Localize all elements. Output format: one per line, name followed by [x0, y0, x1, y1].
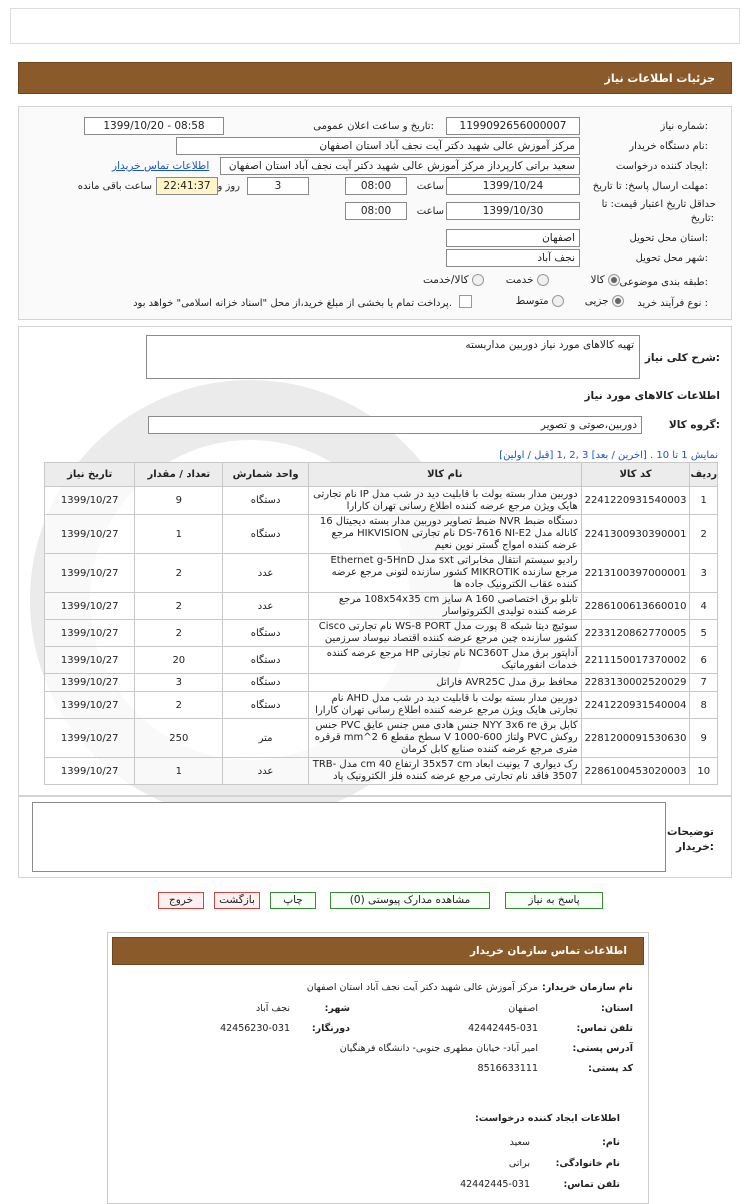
row-qty-cell: 2 [135, 554, 223, 593]
row-index-cell: 8 [690, 692, 718, 719]
buyer-notes-field[interactable] [32, 802, 666, 872]
row-name-cell: سوئیچ دیتا شبکه 8 پورت مدل WS-8 PORT نام تجارتی Cisco کشور سازنده چین مرجع عرضه کننده اقتصاد نیوساد سرزمین [308, 620, 581, 647]
exit-button[interactable]: خروج [158, 892, 204, 909]
row-code-cell: 2241220931540004 [581, 692, 690, 719]
row-unit-cell: عدد [223, 554, 309, 593]
contact-postal-value: 8516633111 [477, 1063, 538, 1074]
col-date: تاریخ نیاز [45, 463, 135, 487]
row-unit-cell: متر [223, 719, 309, 758]
row-qty-cell: 9 [135, 487, 223, 515]
category-both-radio[interactable] [472, 274, 484, 286]
top-bar-field[interactable] [10, 8, 740, 44]
creator-name-label: نام: [602, 1137, 620, 1148]
row-code-cell: 2233120862770005 [581, 620, 690, 647]
row-index-cell: 4 [690, 593, 718, 620]
row-code-cell: 2213100397000001 [581, 554, 690, 593]
row-unit-cell: عدد [223, 593, 309, 620]
row-unit-cell: دستگاه [223, 674, 309, 692]
row-unit-cell: دستگاه [223, 692, 309, 719]
row-code-cell: 2241300930390001 [581, 515, 690, 554]
days-field[interactable]: 3 [247, 177, 309, 195]
row-qty-cell: 2 [135, 593, 223, 620]
deadline-time-label: ساعت [416, 181, 444, 192]
contact-fax-label: دورنگار: [311, 1023, 350, 1034]
contact-province-label: استان: [601, 1003, 633, 1014]
attachments-button[interactable]: مشاهده مدارک پیوستی (0) [330, 892, 490, 909]
city-field[interactable]: نجف آباد [446, 249, 580, 267]
need-number-field[interactable]: 1199092656000007 [446, 117, 580, 135]
col-qty: تعداد / مقدار [135, 463, 223, 487]
need-number-label: شماره نیاز: [660, 121, 708, 132]
process-option-minor[interactable] [568, 295, 624, 307]
goods-table-header [45, 463, 718, 487]
process-medium-radio[interactable] [552, 295, 564, 307]
category-label: طبقه بندی موضوعی: [619, 277, 708, 288]
summary-field[interactable]: تهیه کالاهای مورد نیاز دوربین مداربسته [146, 335, 640, 379]
remaining-time-field: 22:41:37 [156, 177, 218, 195]
row-name-cell: تابلو برق اختصاصی A 160 سایز 108x54x35 cm مرجع عرضه کننده تولیدی الکتروتواسار [308, 593, 581, 620]
buyer-contact-link[interactable]: اطلاعات تماس خریدار [112, 160, 210, 172]
min-price-time-field[interactable]: 08:00 [345, 202, 407, 220]
row-unit-cell: دستگاه [223, 515, 309, 554]
row-unit-cell: عدد [223, 758, 309, 785]
row-index-cell: 1 [690, 487, 718, 515]
row-date-cell: 1399/10/27 [45, 758, 135, 785]
creator-info-title: اطلاعات ایجاد کننده درخواست: [474, 1113, 620, 1124]
category-option-goods[interactable] [560, 274, 620, 286]
min-price-label-2: تاریخ: [690, 213, 714, 224]
goods-group-field[interactable]: دوربین،صوتی و تصویر [148, 416, 642, 434]
row-code-cell: 2281200091530630 [581, 719, 690, 758]
contact-card-header [112, 937, 644, 965]
category-goods-radio[interactable] [608, 274, 620, 286]
creator-family-value: براتی [508, 1158, 530, 1169]
row-qty-cell: 3 [135, 674, 223, 692]
creator-name-value: سعید [509, 1137, 530, 1148]
col-index: ردیف [690, 463, 718, 487]
row-qty-cell: 20 [135, 647, 223, 674]
process-minor-radio[interactable] [612, 295, 624, 307]
buyer-label: نام دستگاه خریدار: [629, 141, 708, 152]
col-unit: واحد شمارش [223, 463, 309, 487]
deadline-label: مهلت ارسال پاسخ: تا تاریخ: [592, 181, 708, 192]
page-header [18, 62, 732, 94]
row-qty-cell: 2 [135, 620, 223, 647]
col-name: نام کالا [308, 463, 581, 487]
contact-fax-value: 42456230-031 [220, 1023, 290, 1034]
summary-label: شرح کلی نیاز: [644, 352, 720, 364]
table-row [45, 593, 718, 620]
contact-city-label: شهر: [324, 1003, 350, 1014]
process-label: نوع فرآیند خرید : [637, 298, 708, 309]
reply-button[interactable]: پاسخ به نیاز [505, 892, 603, 909]
row-date-cell: 1399/10/27 [45, 647, 135, 674]
creator-label: ایجاد کننده درخواست: [615, 161, 708, 172]
col-code: کد کالا [581, 463, 690, 487]
days-label: روز و [217, 181, 240, 192]
city-label: شهر محل تحویل: [635, 253, 708, 264]
category-service-label: خدمت [505, 274, 534, 286]
row-unit-cell: دستگاه [223, 487, 309, 515]
contact-org-label: نام سازمان خریدار: [542, 982, 633, 993]
process-medium-label: متوسط [515, 295, 549, 307]
contact-city-value: نجف آباد [255, 1003, 290, 1014]
row-code-cell: 2241220931540003 [581, 487, 690, 515]
contact-province-value: اصفهان [508, 1003, 538, 1014]
category-option-service[interactable] [485, 274, 549, 286]
table-row [45, 758, 718, 785]
announce-field[interactable]: 1399/10/20 - 08:58 [84, 117, 224, 135]
remaining-label: ساعت باقی مانده [77, 181, 152, 192]
row-name-cell: دوربین مدار بسته بولت با قابلیت دید در شب مدل AHD نام تجارتی هایک ویژن مرجع عرضه کننده اطلاع رسانی تهران کارارا [308, 692, 581, 719]
row-unit-cell: دستگاه [223, 647, 309, 674]
table-row [45, 620, 718, 647]
buyer-notes-label-1: توضیحات [666, 826, 714, 838]
row-index-cell: 5 [690, 620, 718, 647]
page-title: جزئیات اطلاعات نیاز [604, 72, 715, 85]
creator-phone-label: تلفن تماس: [563, 1179, 620, 1190]
row-code-cell: 2283130002520029 [581, 674, 690, 692]
row-qty-cell: 1 [135, 758, 223, 785]
table-row [45, 647, 718, 674]
table-row [45, 692, 718, 719]
buyer-notes-label-2: خریدار: [676, 841, 714, 853]
creator-phone-value: 42442445-031 [460, 1179, 530, 1190]
category-option-both[interactable] [396, 274, 484, 286]
treasury-payment-note: پرداخت تمام یا بخشی از مبلغ خرید،از محل "اسناد خزانه اسلامی" خواهد بود. [133, 298, 452, 309]
row-name-cell: کابل برق NYY 3x6 re جنس هادی مس جنس عایق PVC جنس روکش PVC ولتاژ 600-1000 V سطح مقطع 6 mm^2 قرقره متری مرجع عرضه کننده صنایع کابل کرمان [308, 719, 581, 758]
row-code-cell: 2211150017370002 [581, 647, 690, 674]
row-name-cell: دستگاه ضبط NVR ضبط تصاویر دوربین مدار بسته دیجیتال 16 کاناله مدل DS-7616 NI-E2 نام تجارتی HIKVISION مرجع عرضه کننده امواج گستر نوین نعیم [308, 515, 581, 554]
treasury-payment-checkbox[interactable] [459, 295, 472, 308]
row-index-cell: 6 [690, 647, 718, 674]
row-date-cell: 1399/10/27 [45, 515, 135, 554]
row-name-cell: رک دیواری 7 یونیت ابعاد 35x57 cm ارتفاع 40 cm مدل TRB-3507 فاقد نام تجارتی مرجع عرضه کننده فلز الکترونیک پاد [308, 758, 581, 785]
row-date-cell: 1399/10/27 [45, 692, 135, 719]
row-qty-cell: 250 [135, 719, 223, 758]
row-qty-cell: 1 [135, 515, 223, 554]
contact-phone-label: تلفن تماس: [576, 1023, 633, 1034]
back-button[interactable]: بازگشت [214, 892, 260, 909]
row-date-cell: 1399/10/27 [45, 719, 135, 758]
contact-card-title: اطلاعات تماس سازمان خریدار [470, 945, 627, 957]
row-name-cell: آداپتور برق مدل NC360T نام تجارتی HP مرجع عرضه کننده خدمات انفورماتیک [308, 647, 581, 674]
row-date-cell: 1399/10/27 [45, 620, 135, 647]
row-name-cell: دوربین مدار بسته بولت با قابلیت دید در شب مدل IP نام تجارتی هایک ویژن مرجع عرضه کننده اطلاع رسانی تهران کارارا [308, 487, 581, 515]
row-code-cell: 2286100613660010 [581, 593, 690, 620]
contact-address-value: امیر آباد- خیابان مطهری جنوبی- دانشگاه فرهنگیان [339, 1043, 538, 1054]
row-date-cell: 1399/10/27 [45, 593, 135, 620]
category-both-label: کالا/خدمت [422, 274, 469, 286]
row-index-cell: 10 [690, 758, 718, 785]
row-name-cell: محافظ برق مدل AVR25C فاراتل [308, 674, 581, 692]
contact-org-value: مرکز آموزش عالی شهید دکتر آیت نجف آباد استان اصفهان [306, 982, 538, 993]
province-label: استان محل تحویل: [629, 233, 708, 244]
row-index-cell: 7 [690, 674, 718, 692]
deadline-date-field[interactable]: 1399/10/24 [446, 177, 580, 195]
min-price-date-field[interactable]: 1399/10/30 [446, 202, 580, 220]
province-field[interactable]: اصفهان [446, 229, 580, 247]
row-code-cell: 2286100453020003 [581, 758, 690, 785]
row-index-cell: 9 [690, 719, 718, 758]
table-row [45, 719, 718, 758]
row-index-cell: 3 [690, 554, 718, 593]
deadline-time-field[interactable]: 08:00 [345, 177, 407, 195]
contact-address-label: آدرس پستی: [572, 1043, 633, 1054]
row-date-cell: 1399/10/27 [45, 487, 135, 515]
min-price-label-1: حداقل تاریخ اعتبار قیمت: تا [601, 199, 716, 210]
category-goods-label: کالا [590, 274, 605, 286]
row-qty-cell: 2 [135, 692, 223, 719]
row-index-cell: 2 [690, 515, 718, 554]
table-row [45, 554, 718, 593]
row-unit-cell: دستگاه [223, 620, 309, 647]
creator-field[interactable]: سعید براتی کارپرداز مرکز آموزش عالی شهید دکتر آیت نجف آباد استان اصفهان [220, 157, 580, 175]
category-service-radio[interactable] [537, 274, 549, 286]
table-row [45, 487, 718, 515]
creator-family-label: نام خانوادگی: [555, 1158, 620, 1169]
announce-label: تاریخ و ساعت اعلان عمومی: [313, 121, 434, 132]
table-row [45, 674, 718, 692]
goods-table [44, 462, 718, 785]
process-option-medium[interactable] [494, 295, 564, 307]
row-date-cell: 1399/10/27 [45, 554, 135, 593]
process-minor-label: جزیی [584, 295, 609, 307]
table-row [45, 515, 718, 554]
row-name-cell: رادیو سیستم انتقال مخابراتی sxt مدل Ethernet g-5HnD مرجع سازنده MIKROTIK کشور سازنده لتونی مرجع عرضه کننده عقاب الکترونیک جاده ها [308, 554, 581, 593]
pagination[interactable]: نمایش 1 تا 10 . [اخرین / بعد] 3 ,2 ,1 [قبل / اولین] [499, 450, 718, 461]
goods-group-label: گروه کالا: [668, 419, 720, 431]
row-date-cell: 1399/10/27 [45, 674, 135, 692]
print-button[interactable]: چاپ [270, 892, 316, 909]
contact-postal-label: کد پستی: [588, 1063, 633, 1074]
contact-phone-value: 42442445-031 [468, 1023, 538, 1034]
min-price-time-label: ساعت [416, 206, 444, 217]
goods-section-title: اطلاعات کالاهای مورد نیاز [584, 390, 720, 402]
buyer-field[interactable]: مرکز آموزش عالی شهید دکتر آیت نجف آباد استان اصفهان [176, 137, 580, 155]
